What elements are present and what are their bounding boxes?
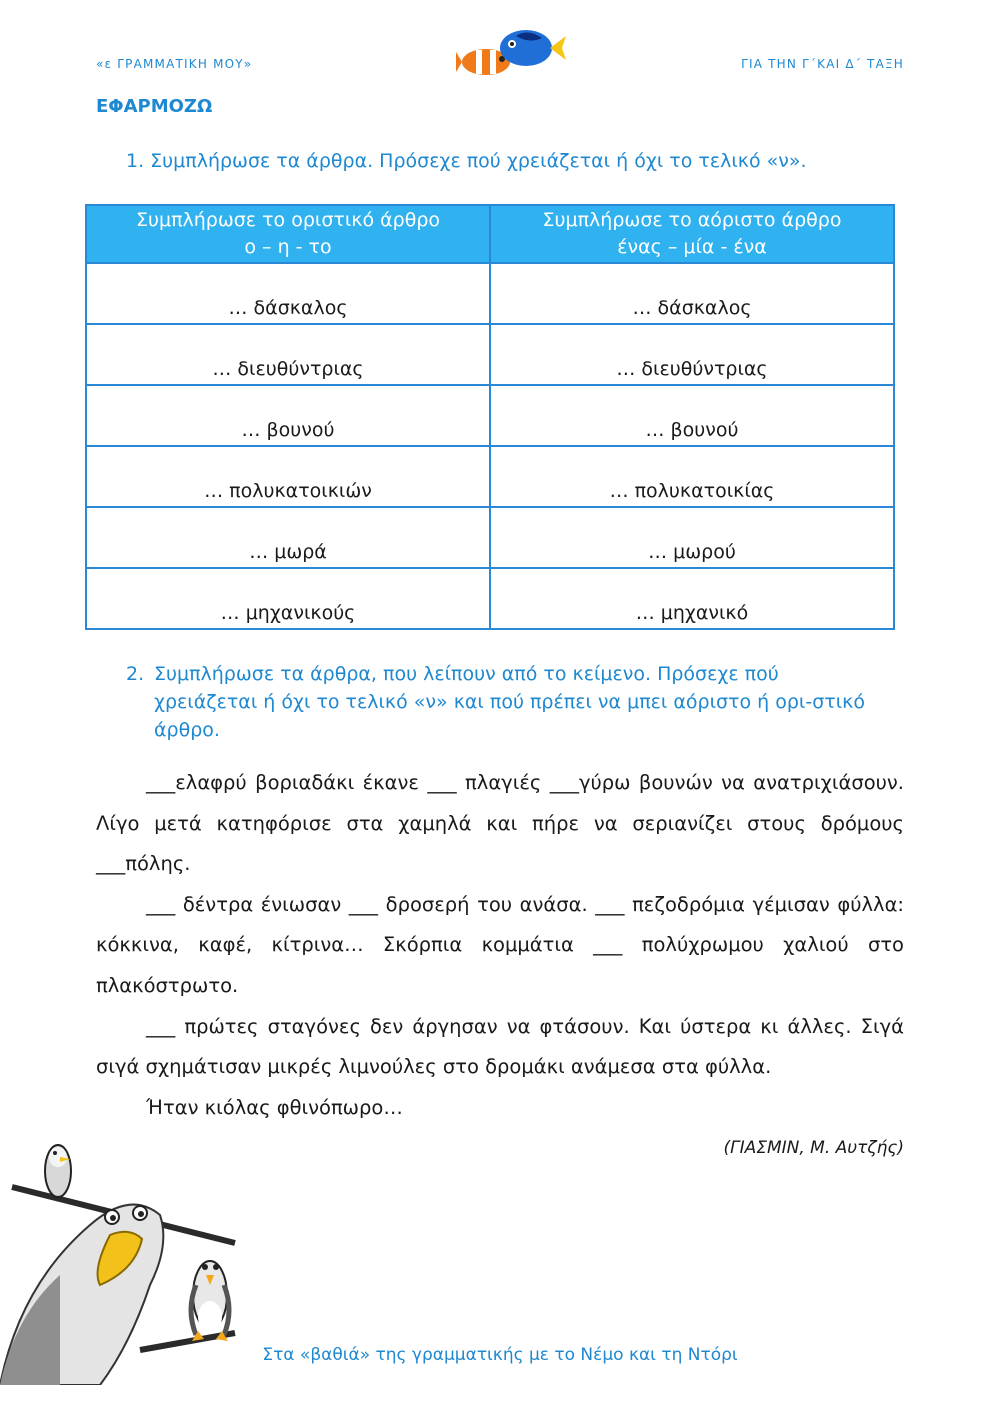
definite-cell[interactable]: … μηχανικούς (86, 568, 490, 629)
table-row (86, 568, 894, 629)
exercise2-instruction: Συμπλήρωσε τα άρθρα, που λείπουν από το κείμενο. Πρόσεχε πού χρειάζεται ή όχι το τελικό «ν» και πού πρέπει να μπει αόριστο ή ορι-στικό άρθρο. (154, 663, 865, 741)
indefinite-cell[interactable]: … μηχανικό (490, 568, 894, 629)
col1-title: Συμπλήρωσε το οριστικό άρθρο (135, 209, 441, 231)
definite-cell[interactable]: … μωρά (86, 507, 490, 568)
exercise2-number: 2. (126, 663, 145, 685)
articles-table (85, 204, 895, 630)
exercise2-instruction-block (126, 660, 886, 744)
indefinite-article-header (490, 205, 894, 263)
passage-paragraph[interactable]: ___ δέντρα ένιωσαν ___ δροσερή του ανάσα. ___ πεζοδρόμια γέμισαν φύλλα: κόκκινα, καφέ, κίτρινα… Σκόρπια κομμάτια ___ πολύχρωμου χαλιού στο πλακόστρωτο. (96, 892, 904, 997)
definite-cell[interactable]: … πολυκατοικιών (86, 446, 490, 507)
indefinite-cell[interactable]: … δάσκαλος (490, 263, 894, 324)
definite-cell[interactable]: … διευθύντριας (86, 324, 490, 385)
fish-logo-icon (456, 22, 568, 84)
section-title: ΕΦΑΡΜΟΖΩ (96, 96, 213, 117)
col2-title: Συμπλήρωσε το αόριστο άρθρο (542, 209, 842, 231)
col1-articles: ο – η - το (244, 236, 332, 258)
table-header-row (86, 205, 894, 263)
indefinite-cell[interactable]: … πολυκατοικίας (490, 446, 894, 507)
definite-cell[interactable]: … δάσκαλος (86, 263, 490, 324)
definite-article-header (86, 205, 490, 263)
indefinite-cell[interactable]: … μωρού (490, 507, 894, 568)
header-left-title: «ε ΓΡΑΜΜΑΤΙΚΗ ΜΟΥ» (96, 57, 253, 71)
passage-text (96, 763, 904, 1128)
table-row (86, 507, 894, 568)
col2-articles: ένας – μία - ένα (617, 236, 767, 258)
passage-paragraph[interactable]: ___ πρώτες σταγόνες δεν άργησαν να φτάσουν. Και ύστερα κι άλλες. Σιγά σιγά σχημάτισαν μικρές λιμνούλες στο δρομάκι ανάμεσα στα φύλλα. (96, 1014, 904, 1079)
footer-text: Στα «βαθιά» της γραμματικής με το Νέμο και τη Ντόρι (262, 1345, 738, 1365)
passage-paragraph[interactable]: ___ελαφρύ βοριαδάκι έκανε ___ πλαγιές ___γύρω βουνών να ανατριχιάσουν. Λίγο μετά κατηφόρισε στα χαμηλά και πήρε να σεριανίζει στους δρόμους ___πόλης. (96, 771, 904, 876)
table-row (86, 263, 894, 324)
passage-source: (ΓΙΑΣΜΙΝ, Μ. Αυτζής) (723, 1138, 904, 1158)
exercise1-instruction: 1. Συμπλήρωσε τα άρθρα. Πρόσεχε πού χρειάζεται ή όχι το τελικό «ν». (126, 150, 807, 172)
indefinite-cell[interactable]: … βουνού (490, 385, 894, 446)
header-right-title: ΓΙΑ ΤΗΝ Γ΄ΚΑΙ Δ΄ ΤΑΞΗ (741, 57, 904, 71)
table-row (86, 385, 894, 446)
definite-cell[interactable]: … βουνού (86, 385, 490, 446)
table-row (86, 446, 894, 507)
passage-paragraph: Ήταν κιόλας φθινόπωρο… (146, 1095, 403, 1119)
indefinite-cell[interactable]: … διευθύντριας (490, 324, 894, 385)
table-row (86, 324, 894, 385)
